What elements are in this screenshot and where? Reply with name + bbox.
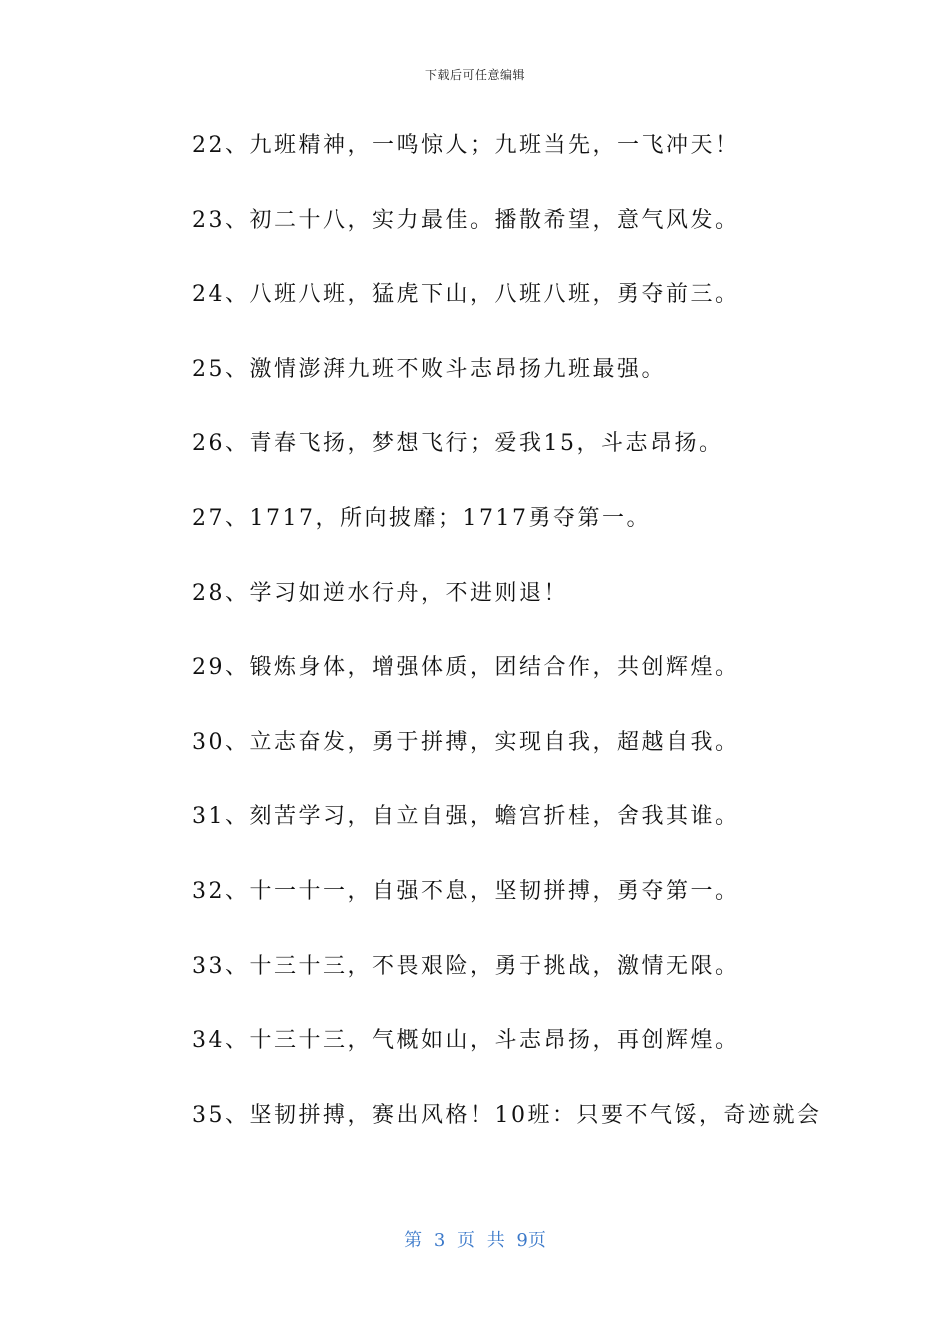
slogan-line-35: 35、坚韧拼搏，赛出风格！10班：只要不气馁，奇迹就会 (192, 1102, 822, 1128)
slogan-line-28: 28、学习如逆水行舟，不进则退！ (192, 580, 568, 606)
slogan-line-31: 31、刻苦学习，自立自强，蟾宫折桂，舍我其谁。 (192, 804, 740, 830)
slogan-line-29: 29、锻炼身体，增强体质，团结合作，共创辉煌。 (192, 655, 740, 681)
slogan-line-32: 32、十一十一，自强不息，坚韧拼搏，勇夺第一。 (192, 878, 740, 904)
slogan-line-23: 23、初二十八，实力最佳。播散希望，意气风发。 (192, 207, 740, 233)
slogan-line-24: 24、八班八班，猛虎下山，八班八班，勇夺前三。 (192, 282, 740, 308)
slogan-line-26: 26、青春飞扬，梦想飞行；爱我15，斗志昂扬。 (192, 431, 724, 457)
slogan-line-27: 27、1717，所向披靡；1717勇夺第一。 (192, 505, 651, 531)
page-number: 第 3 页 共 9页 (404, 1230, 546, 1251)
slogan-line-33: 33、十三十三，不畏艰险，勇于挑战，激情无限。 (192, 953, 740, 979)
slogan-line-30: 30、立志奋发，勇于拼搏，实现自我，超越自我。 (192, 729, 740, 755)
page-header: 下载后可任意编辑 (424, 68, 525, 82)
slogan-list (192, 128, 872, 1172)
slogan-line-25: 25、激情澎湃九班不败斗志昂扬九班最强。 (192, 356, 666, 382)
slogan-line-34: 34、十三十三，气概如山，斗志昂扬，再创辉煌。 (192, 1028, 740, 1054)
slogan-line-22: 22、九班精神，一鸣惊人；九班当先，一飞冲天！ (192, 133, 740, 158)
